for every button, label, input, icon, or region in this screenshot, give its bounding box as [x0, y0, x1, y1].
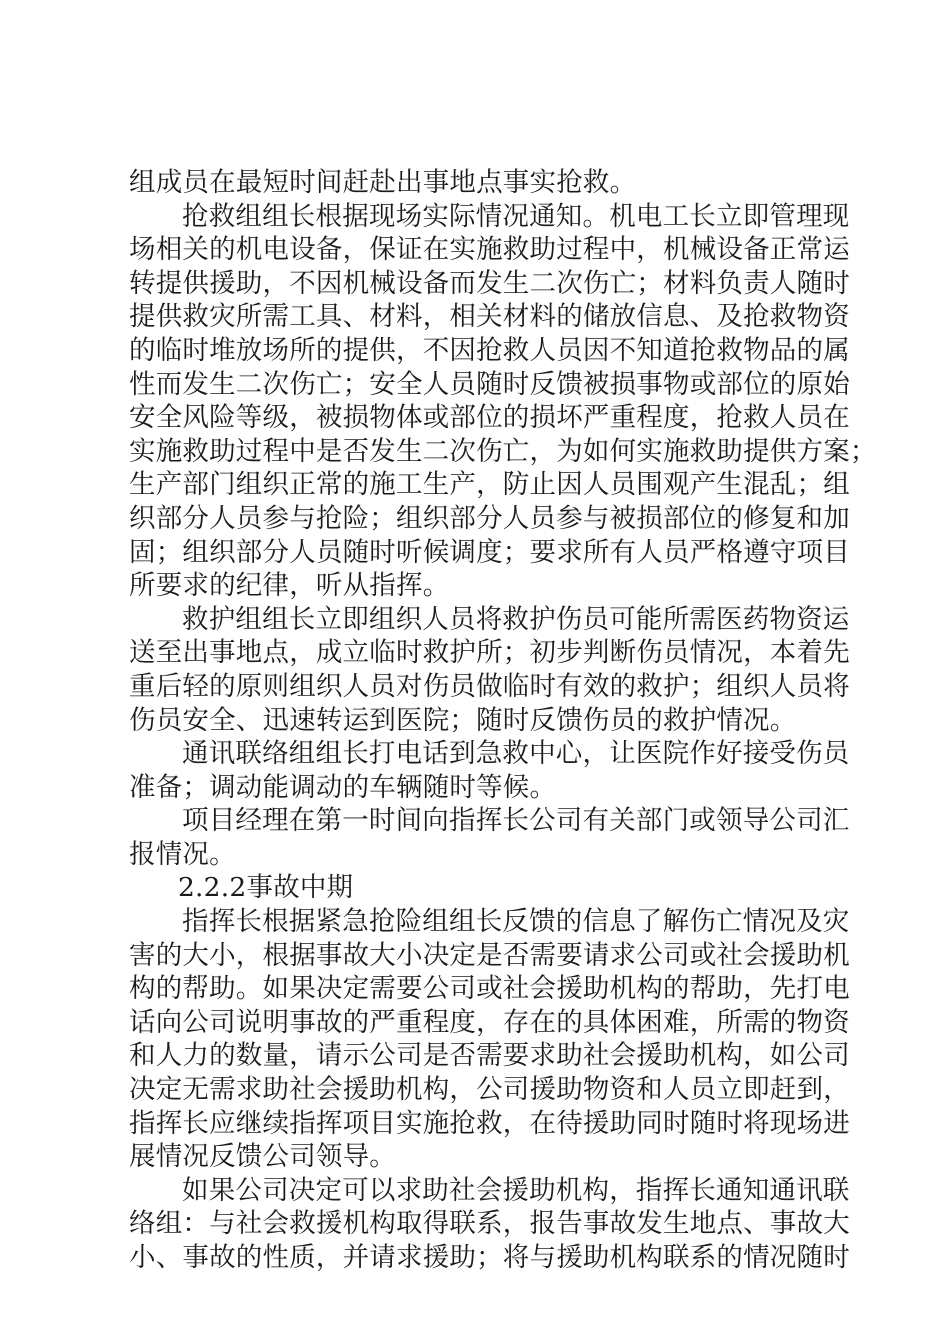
text-line: 场相关的机电设备，保证在实施救助过程中，机械设备正常运: [129, 234, 850, 266]
text-line: 抢救组组长根据现场实际情况通知。机电工长立即管理现: [182, 200, 850, 232]
text-line: 固；组织部分人员随时听候调度；要求所有人员严格遵守项目: [129, 536, 850, 568]
text-line: 的临时堆放场所的提供，不因抢救人员因不知道抢救物品的属: [129, 334, 850, 366]
text-line: 指挥长应继续指挥项目实施抢救，在待援助同时随时将现场进: [129, 1107, 850, 1139]
text-line: 救护组组长立即组织人员将救护伤员可能所需医药物资运: [182, 603, 850, 635]
text-line: 展情况反馈公司领导。: [129, 1141, 396, 1173]
text-line: 所要求的纪律，听从指挥。: [129, 570, 450, 602]
text-line: 实施救助过程中是否发生二次伤亡，为如何实施救助提供方案；: [129, 435, 877, 467]
text-line: 重后轻的原则组织人员对伤员做临时有效的救护；组织人员将: [129, 670, 850, 702]
text-line: 组成员在最短时间赶赴出事地点事实抢救。: [129, 167, 637, 198]
section-heading: 2.2.2事故中期: [178, 872, 354, 904]
text-line: 决定无需求助社会援助机构，公司援助物资和人员立即赶到，: [129, 1074, 850, 1106]
text-line: 生产部门组织正常的施工生产，防止因人员围观产生混乱；组: [129, 469, 850, 501]
text-line: 性而发生二次伤亡；安全人员随时反馈被损事物或部位的原始: [129, 368, 850, 400]
text-line: 织部分人员参与抢险；组织部分人员参与被损部位的修复和加: [129, 502, 850, 534]
text-line: 通讯联络组组长打电话到急救中心，让医院作好接受伤员: [182, 738, 850, 770]
text-line: 准备；调动能调动的车辆随时等候。: [129, 771, 557, 803]
document-body: [129, 166, 877, 1275]
text-line: 构的帮助。如果决定需要公司或社会援助机构的帮助，先打电: [129, 973, 850, 1005]
text-line: 和人力的数量，请示公司是否需要求助社会援助机构，如公司: [129, 1040, 850, 1072]
text-line: 提供救灾所需工具、材料，相关材料的储放信息、及抢救物资: [129, 301, 850, 333]
text-line: 伤员安全、迅速转运到医院；随时反馈伤员的救护情况。: [129, 704, 797, 736]
text-line: 络组：与社会救援机构取得联系，报告事故发生地点、事故大: [129, 1208, 850, 1240]
text-line: 指挥长根据紧急抢险组组长反馈的信息了解伤亡情况及灾: [182, 906, 850, 938]
text-line: 报情况。: [129, 838, 236, 870]
text-line: 安全风险等级，被损物体或部位的损坏严重程度，抢救人员在: [129, 402, 850, 434]
text-line: 送至出事地点，成立临时救护所；初步判断伤员情况，本着先: [129, 637, 850, 669]
text-line: 话向公司说明事故的严重程度，存在的具体困难，所需的物资: [129, 1006, 850, 1038]
text-line: 项目经理在第一时间向指挥长公司有关部门或领导公司汇: [182, 805, 850, 837]
text-line: 害的大小，根据事故大小决定是否需要请求公司或社会援助机: [129, 939, 850, 971]
text-line: 转提供援助，不因机械设备而发生二次伤亡；材料负责人随时: [129, 267, 850, 299]
text-line: 小、事故的性质，并请求援助；将与援助机构联系的情况随时: [129, 1242, 850, 1273]
text-line: 如果公司决定可以求助社会援助机构，指挥长通知通讯联: [182, 1174, 850, 1206]
